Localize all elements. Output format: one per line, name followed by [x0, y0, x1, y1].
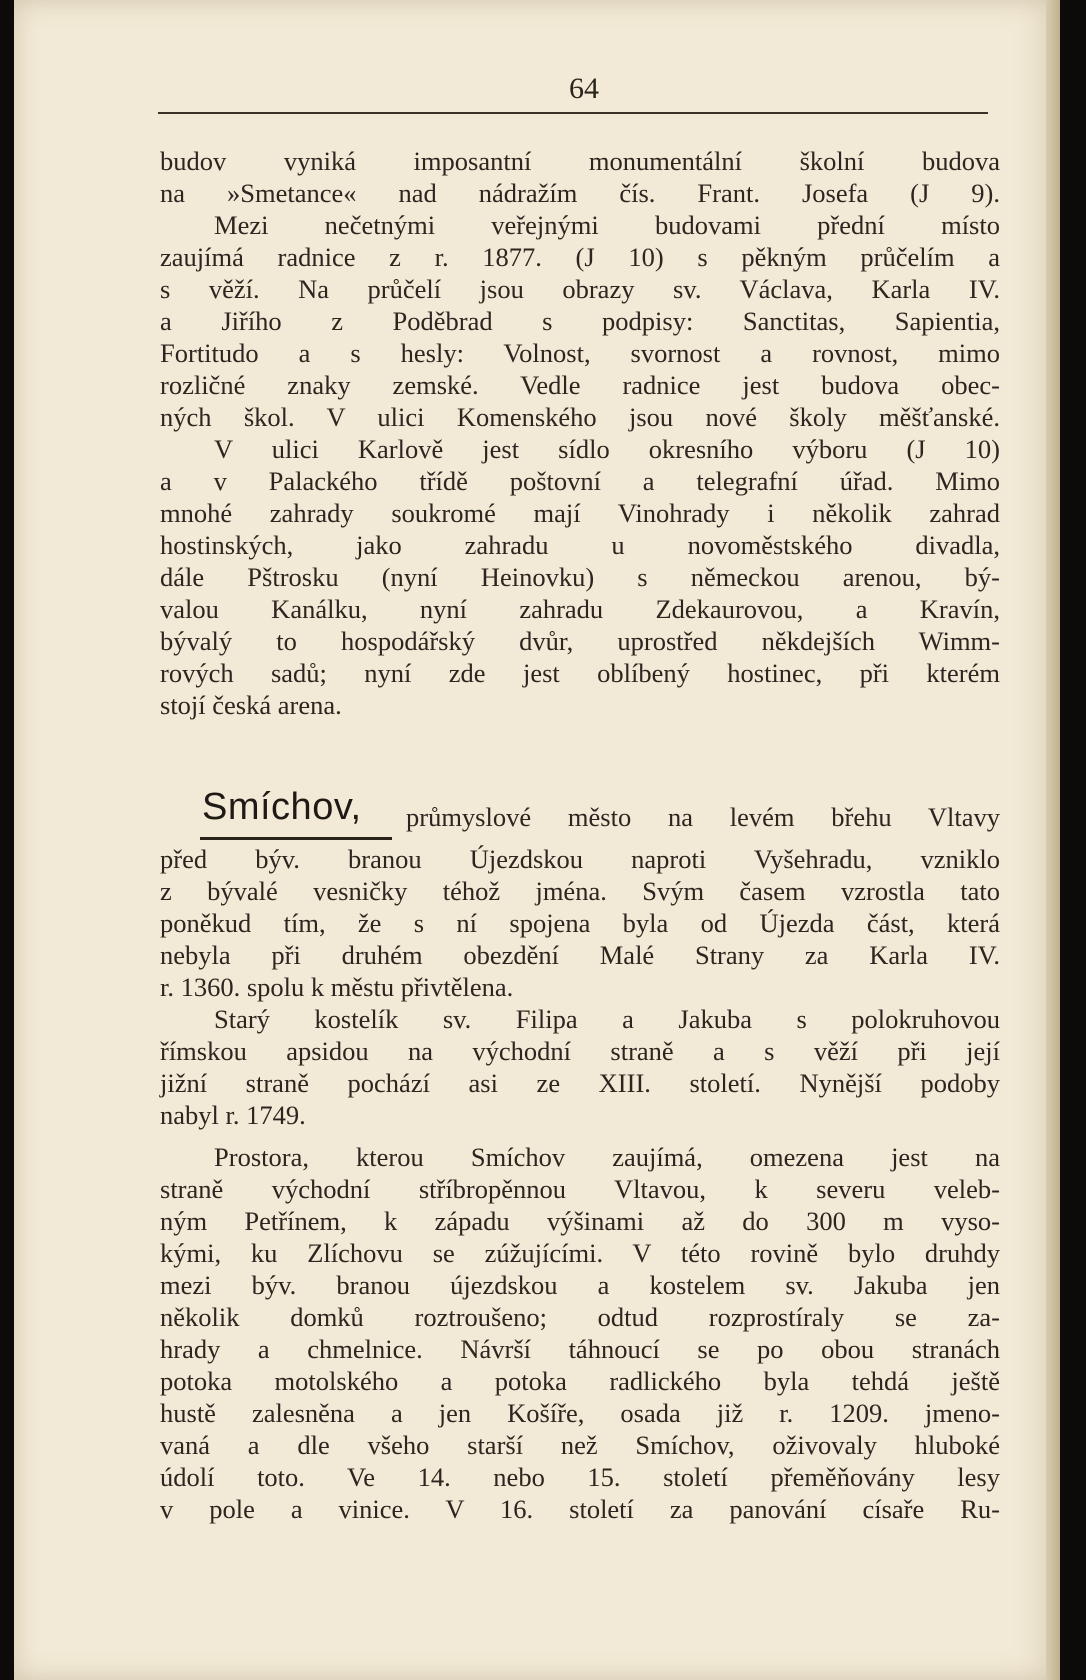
text-line: nabyl r. 1749. [160, 1100, 306, 1130]
text-line: římskou apsidou na východní straně a s věží při její [160, 1036, 1000, 1066]
text-line: hrady a chmelnice. Návrší táhnoucí se po obou stranách [160, 1334, 1000, 1364]
text-line: r. 1360. spolu k městu přivtělena. [160, 972, 514, 1002]
text-line: z bývalé vesničky téhož jména. Svým časem vzrostla tato [160, 876, 1000, 906]
text-line: před býv. branou Újezdskou naproti Vyšehradu, vzniklo [160, 844, 1000, 874]
text-line: stojí česká arena. [160, 690, 342, 720]
text-line: jižní straně pochází asi ze XIII. století. Nynější podoby [160, 1068, 1000, 1098]
text-line: a v Palackého třídě poštovní a telegrafní úřad. Mimo [160, 466, 1000, 496]
text-line: rových sadů; nyní zde jest oblíbený hostinec, při kterém [160, 658, 1000, 688]
text-line: valou Kanálku, nyní zahradu Zdekaurovou, a Kravín, [160, 594, 1000, 624]
text-line: hostinských, jako zahradu u novoměstského divadla, [160, 530, 1000, 560]
text-line: rozličné znaky zemské. Vedle radnice jest budova obec- [160, 370, 1000, 400]
text-line: potoka motolského a potoka radlického byla tehdá ještě [160, 1366, 1000, 1396]
text-line: ných škol. V ulici Komenského jsou nové školy měšťanské. [160, 402, 1000, 432]
text-line: poněkud tím, že s ní spojena byla od Újezda část, která [160, 908, 1000, 938]
text-line: zaujímá radnice z r. 1877. (J 10) s pěkným průčelím a [160, 242, 1000, 272]
text-line: budov vyniká imposantní monumentální školní budova [160, 146, 1000, 176]
text-line: s věží. Na průčelí jsou obrazy sv. Václava, Karla IV. [160, 274, 1000, 304]
text-line: na »Smetance« nad nádražím čís. Frant. Josefa (J 9). [160, 178, 1000, 208]
text-line: několik domků roztroušeno; odtud rozprostíraly se za- [160, 1302, 1000, 1332]
heading-underline [200, 837, 392, 840]
page-edge [1046, 0, 1060, 1680]
book-page [14, 0, 1060, 1680]
text-line: vaná a dle všeho starší než Smíchov, oživovaly hluboké [160, 1430, 1000, 1460]
page-number: 64 [569, 72, 599, 105]
text-line: Prostora, kterou Smíchov zaujímá, omezena jest na [214, 1142, 1000, 1172]
text-line: hustě zalesněna a jen Košíře, osada již r. 1209. jmeno- [160, 1398, 1000, 1428]
header-rule [158, 112, 988, 114]
section-heading: Smíchov, [202, 786, 362, 828]
text-line: mnohé zahrady soukromé mají Vinohrady i několik zahrad [160, 498, 1000, 528]
text-line: údolí toto. Ve 14. nebo 15. století přeměňovány lesy [160, 1462, 1000, 1492]
text-line: dále Pštrosku (nyní Heinovku) s německou arenou, bý- [160, 562, 1000, 592]
text-line: Mezi nečetnými veřejnými budovami přední místo [214, 210, 1000, 240]
text-line: Starý kostelík sv. Filipa a Jakuba s polokruhovou [214, 1004, 1000, 1034]
text-line: V ulici Karlově jest sídlo okresního výboru (J 10) [214, 434, 1000, 464]
text-line: nebyla při druhém obezdění Malé Strany za Karla IV. [160, 940, 1000, 970]
text-line: straně východní stříbropěnnou Vltavou, k severu veleb- [160, 1174, 1000, 1204]
text-line: a Jiřího z Poděbrad s podpisy: Sanctitas, Sapientia, [160, 306, 1000, 336]
text-line: mezi býv. branou újezdskou a kostelem sv. Jakuba jen [160, 1270, 1000, 1300]
text-line: průmyslové město na levém břehu Vltavy [406, 802, 1000, 832]
text-line: ným Petřínem, k západu výšinami až do 300 m vyso- [160, 1206, 1000, 1236]
section-heading-row [160, 786, 1000, 838]
text-line: v pole a vinice. V 16. století za panování císaře Ru- [160, 1494, 1000, 1524]
text-line: kými, ku Zlíchovu se zúžujícími. V této rovině bylo druhdy [160, 1238, 1000, 1268]
text-line: bývalý to hospodářský dvůr, uprostřed někdejších Wimm- [160, 626, 1000, 656]
text-line: Fortitudo a s hesly: Volnost, svornost a rovnost, mimo [160, 338, 1000, 368]
